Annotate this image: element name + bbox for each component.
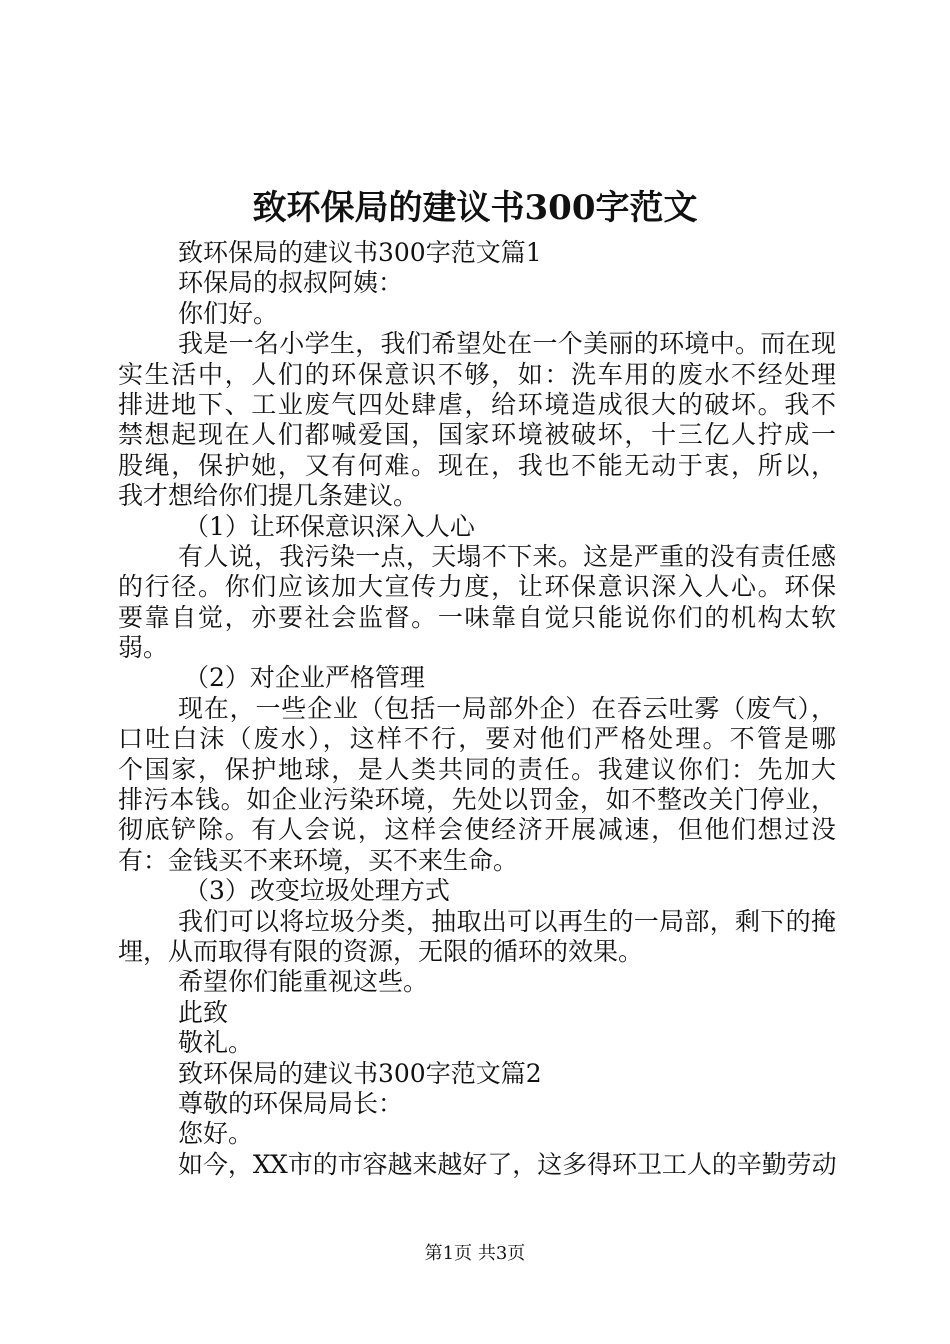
paragraph-line: 此致	[178, 997, 229, 1027]
paragraph-line: 如今，XX市的市容越来越好了，这多得环卫工人的辛勤劳动	[178, 1149, 836, 1179]
paragraph-line: 我是一名小学生，我们希望处在一个美丽的环境中。而在现	[178, 329, 836, 359]
paragraph-line: 敬礼。	[178, 1028, 254, 1058]
paragraph-line: 尊敬的环保局局长：	[178, 1088, 404, 1118]
paragraph-line: 排进地下、工业废气四处肆虐，给环境造成很大的破坏。我不	[118, 389, 836, 419]
paragraph-line: 埋，从而取得有限的资源，无限的循环的效果。	[118, 936, 644, 966]
paragraph-line: 实生活中，人们的环保意识不够，如：洗车用的废水不经处理	[118, 359, 836, 389]
paragraph-line: （3）改变垃圾处理方式	[184, 876, 450, 906]
paragraph-line: 有：金钱买不来环境，买不来生命。	[118, 845, 519, 875]
paragraph-line: 我才想给你们提几条建议。	[118, 481, 419, 511]
document-title: 致环保局的建议书300字范文	[252, 188, 698, 228]
document-body	[118, 238, 836, 1180]
paragraph-line: 有人说，我污染一点，天塌不下来。这是严重的没有责任感	[178, 541, 836, 571]
paragraph-line: 口吐白沫（废水），这样不行，要对他们严格处理。不管是哪	[118, 724, 836, 754]
paragraph-line: 弱。	[118, 633, 169, 663]
paragraph-line: 你们好。	[178, 298, 279, 328]
paragraph-line: 致环保局的建议书300字范文篇1	[178, 238, 542, 267]
paragraph-line: 要靠自觉，亦要社会监督。一味靠自觉只能说你们的机构太软	[118, 602, 836, 632]
page-footer: 第1页 共3页	[424, 1243, 526, 1264]
paragraph-line: 个国家，保护地球，是人类共同的责任。我建议你们：先加大	[118, 754, 836, 784]
paragraph-line: 彻底铲除。有人会说，这样会使经济开展减速，但他们想过没	[118, 815, 836, 845]
paragraph-line: 禁想起现在人们都喊爱国，国家环境被破坏，十三亿人拧成一	[118, 420, 836, 450]
paragraph-line: 我们可以将垃圾分类，抽取出可以再生的一局部，剩下的掩	[178, 906, 836, 936]
paragraph-line: 现在，一些企业（包括一局部外企）在吞云吐雾（废气），	[178, 693, 836, 723]
paragraph-line: （1）让环保意识深入人心	[184, 511, 475, 541]
paragraph-line: （2）对企业严格管理	[184, 663, 425, 693]
paragraph-line: 的行径。你们应该加大宣传力度，让环保意识深入人心。环保	[118, 572, 836, 602]
paragraph-line: 致环保局的建议书300字范文篇2	[178, 1058, 542, 1088]
paragraph-line: 排污本钱。如企业污染环境，先处以罚金，如不整改关门停业，	[118, 785, 836, 815]
paragraph-line: 环保局的叔叔阿姨：	[178, 268, 404, 298]
paragraph-line: 希望你们能重视这些。	[178, 967, 429, 997]
paragraph-line: 股绳，保护她，又有何难。现在，我也不能无动于衷，所以，	[118, 450, 836, 480]
paragraph-line: 您好。	[178, 1119, 254, 1149]
